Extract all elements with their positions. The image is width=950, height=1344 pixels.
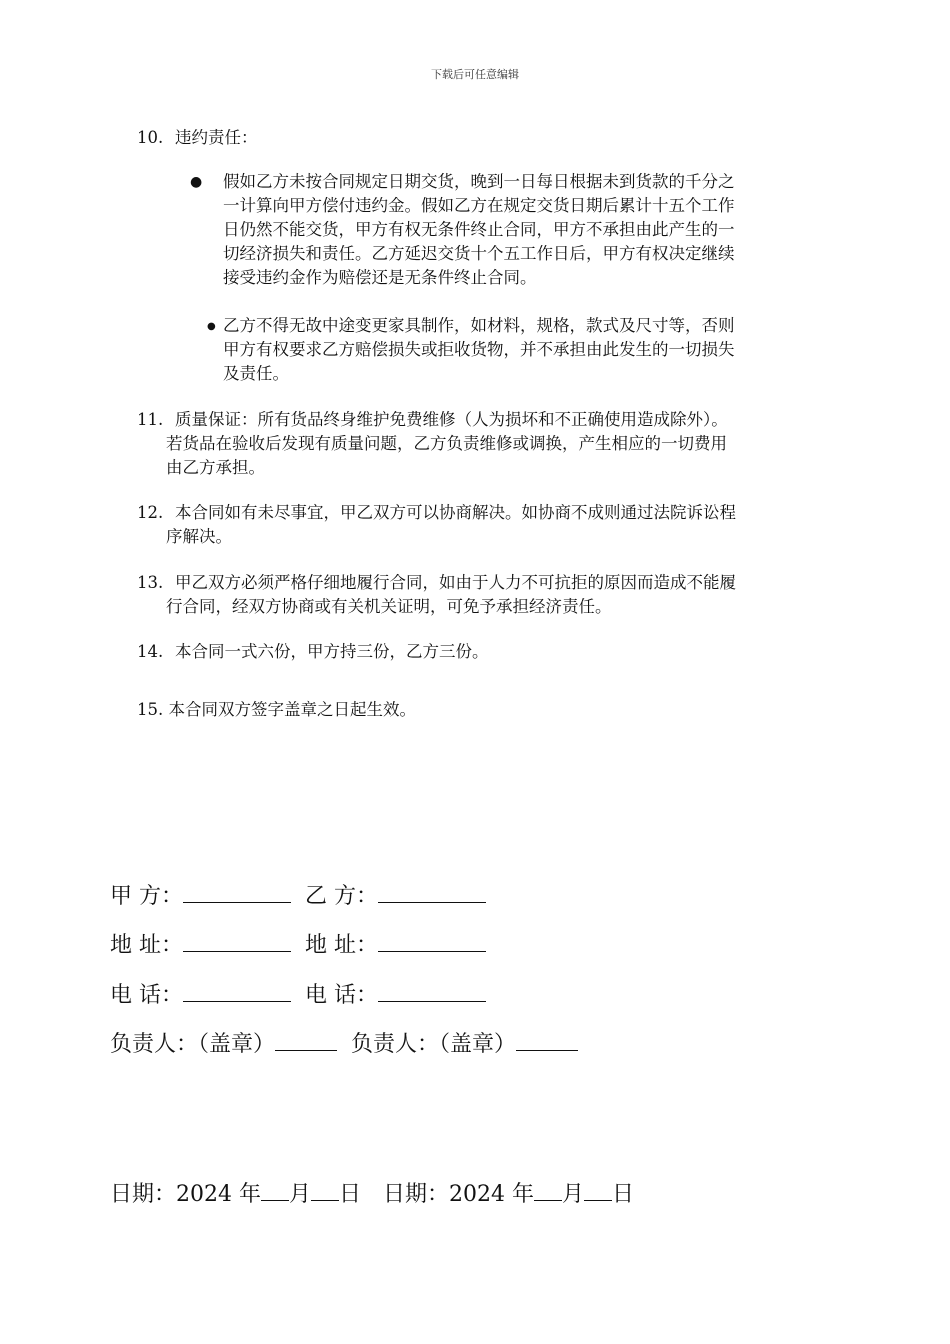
phone-a-blank [183,979,291,1002]
clause-number: 11. [137,410,164,429]
rep-b-blank [516,1028,578,1051]
address-a-label: 地 址： [110,933,183,958]
bullet-item-2 [207,314,835,386]
date-b-month: 月 [562,1182,585,1207]
phone-a-label: 电 话： [110,983,183,1008]
clause-14 [137,640,837,664]
signature-row-representative [110,1028,578,1060]
clause-text: 违约责任： [175,128,258,147]
clause-line: 若货品在验收后发现有质量问题，乙方负责维修或调换，产生相应的一切费用 [166,434,727,453]
signature-row-address [110,929,486,961]
clause-number: 13. [137,573,164,592]
bullet-line: 接受违约金作为赔偿还是无条件终止合同。 [223,268,537,287]
rep-a-blank [275,1028,337,1051]
clause-15 [137,698,837,722]
date-a-prefix: 日期：2024 年 [110,1182,261,1207]
rep-b-label: 负责人：（盖章） [351,1032,517,1057]
date-b-month-blank [534,1178,562,1201]
date-a-day: 日 [339,1182,362,1207]
date-b-prefix: 日期：2024 年 [383,1182,534,1207]
date-a-day-blank [311,1178,339,1201]
date-b-day-blank [584,1178,612,1201]
clause-line: 本合同如有未尽事宜，甲乙双方可以协商解决。如协商不成则通过法院诉讼程 [175,503,736,522]
party-a-label: 甲 方： [110,884,183,909]
clause-number: 10. [137,128,164,147]
bullet-line: 及责任。 [223,364,289,383]
clause-line: 行合同，经双方协商或有关机关证明，可免予承担经济责任。 [166,597,612,616]
address-b-blank [378,929,486,952]
signature-row-party [110,880,486,912]
clause-number: 12. [137,503,164,522]
bullet-item-1 [190,170,835,290]
phone-b-label: 电 话： [305,983,378,1008]
date-b-day: 日 [612,1182,635,1207]
bullet-icon: ● [190,174,203,190]
party-a-blank [183,880,291,903]
party-b-blank [378,880,486,903]
signature-row-date [110,1178,634,1210]
clause-12 [137,501,837,549]
phone-b-blank [378,979,486,1002]
date-a-month: 月 [288,1182,311,1207]
address-b-label: 地 址： [305,933,378,958]
page-header: 下载后可任意编辑 [431,68,519,81]
date-a-month-blank [261,1178,289,1201]
address-a-blank [183,929,291,952]
bullet-line: 切经济损失和责任。乙方延迟交货十个五工作日后，甲方有权决定继续 [223,244,735,263]
bullet-line: 假如乙方未按合同规定日期交货，晚到一日每日根据未到货款的千分之 [223,172,735,191]
clause-number: 14. [137,642,164,661]
clause-line: 序解决。 [166,527,232,546]
clause-13 [137,571,837,619]
clause-11 [137,408,837,480]
bullet-icon: ● [207,321,216,332]
rep-a-label: 负责人：（盖章） [110,1032,276,1057]
clause-10 [137,126,837,150]
clause-text: 15. 本合同双方签字盖章之日起生效。 [137,700,416,719]
clause-line: 由乙方承担。 [166,458,265,477]
signature-row-phone [110,979,486,1011]
clause-line: 甲乙双方必须严格仔细地履行合同，如由于人力不可抗拒的原因而造成不能履 [175,573,736,592]
bullet-line: 日仍然不能交货，甲方有权无条件终止合同，甲方不承担由此产生的一 [223,220,735,239]
clause-text: 本合同一式六份，甲方持三份，乙方三份。 [175,642,489,661]
bullet-line: 乙方不得无故中途变更家具制作，如材料，规格，款式及尺寸等，否则 [223,316,735,335]
bullet-line: 甲方有权要求乙方赔偿损失或拒收货物，并不承担由此发生的一切损失 [223,340,735,359]
clause-line: 质量保证：所有货品终身维护免费维修（人为损坏和不正确使用造成除外）。 [175,410,728,429]
bullet-line: 一计算向甲方偿付违约金。假如乙方在规定交货日期后累计十五个工作 [223,196,735,215]
party-b-label: 乙 方： [305,884,378,909]
